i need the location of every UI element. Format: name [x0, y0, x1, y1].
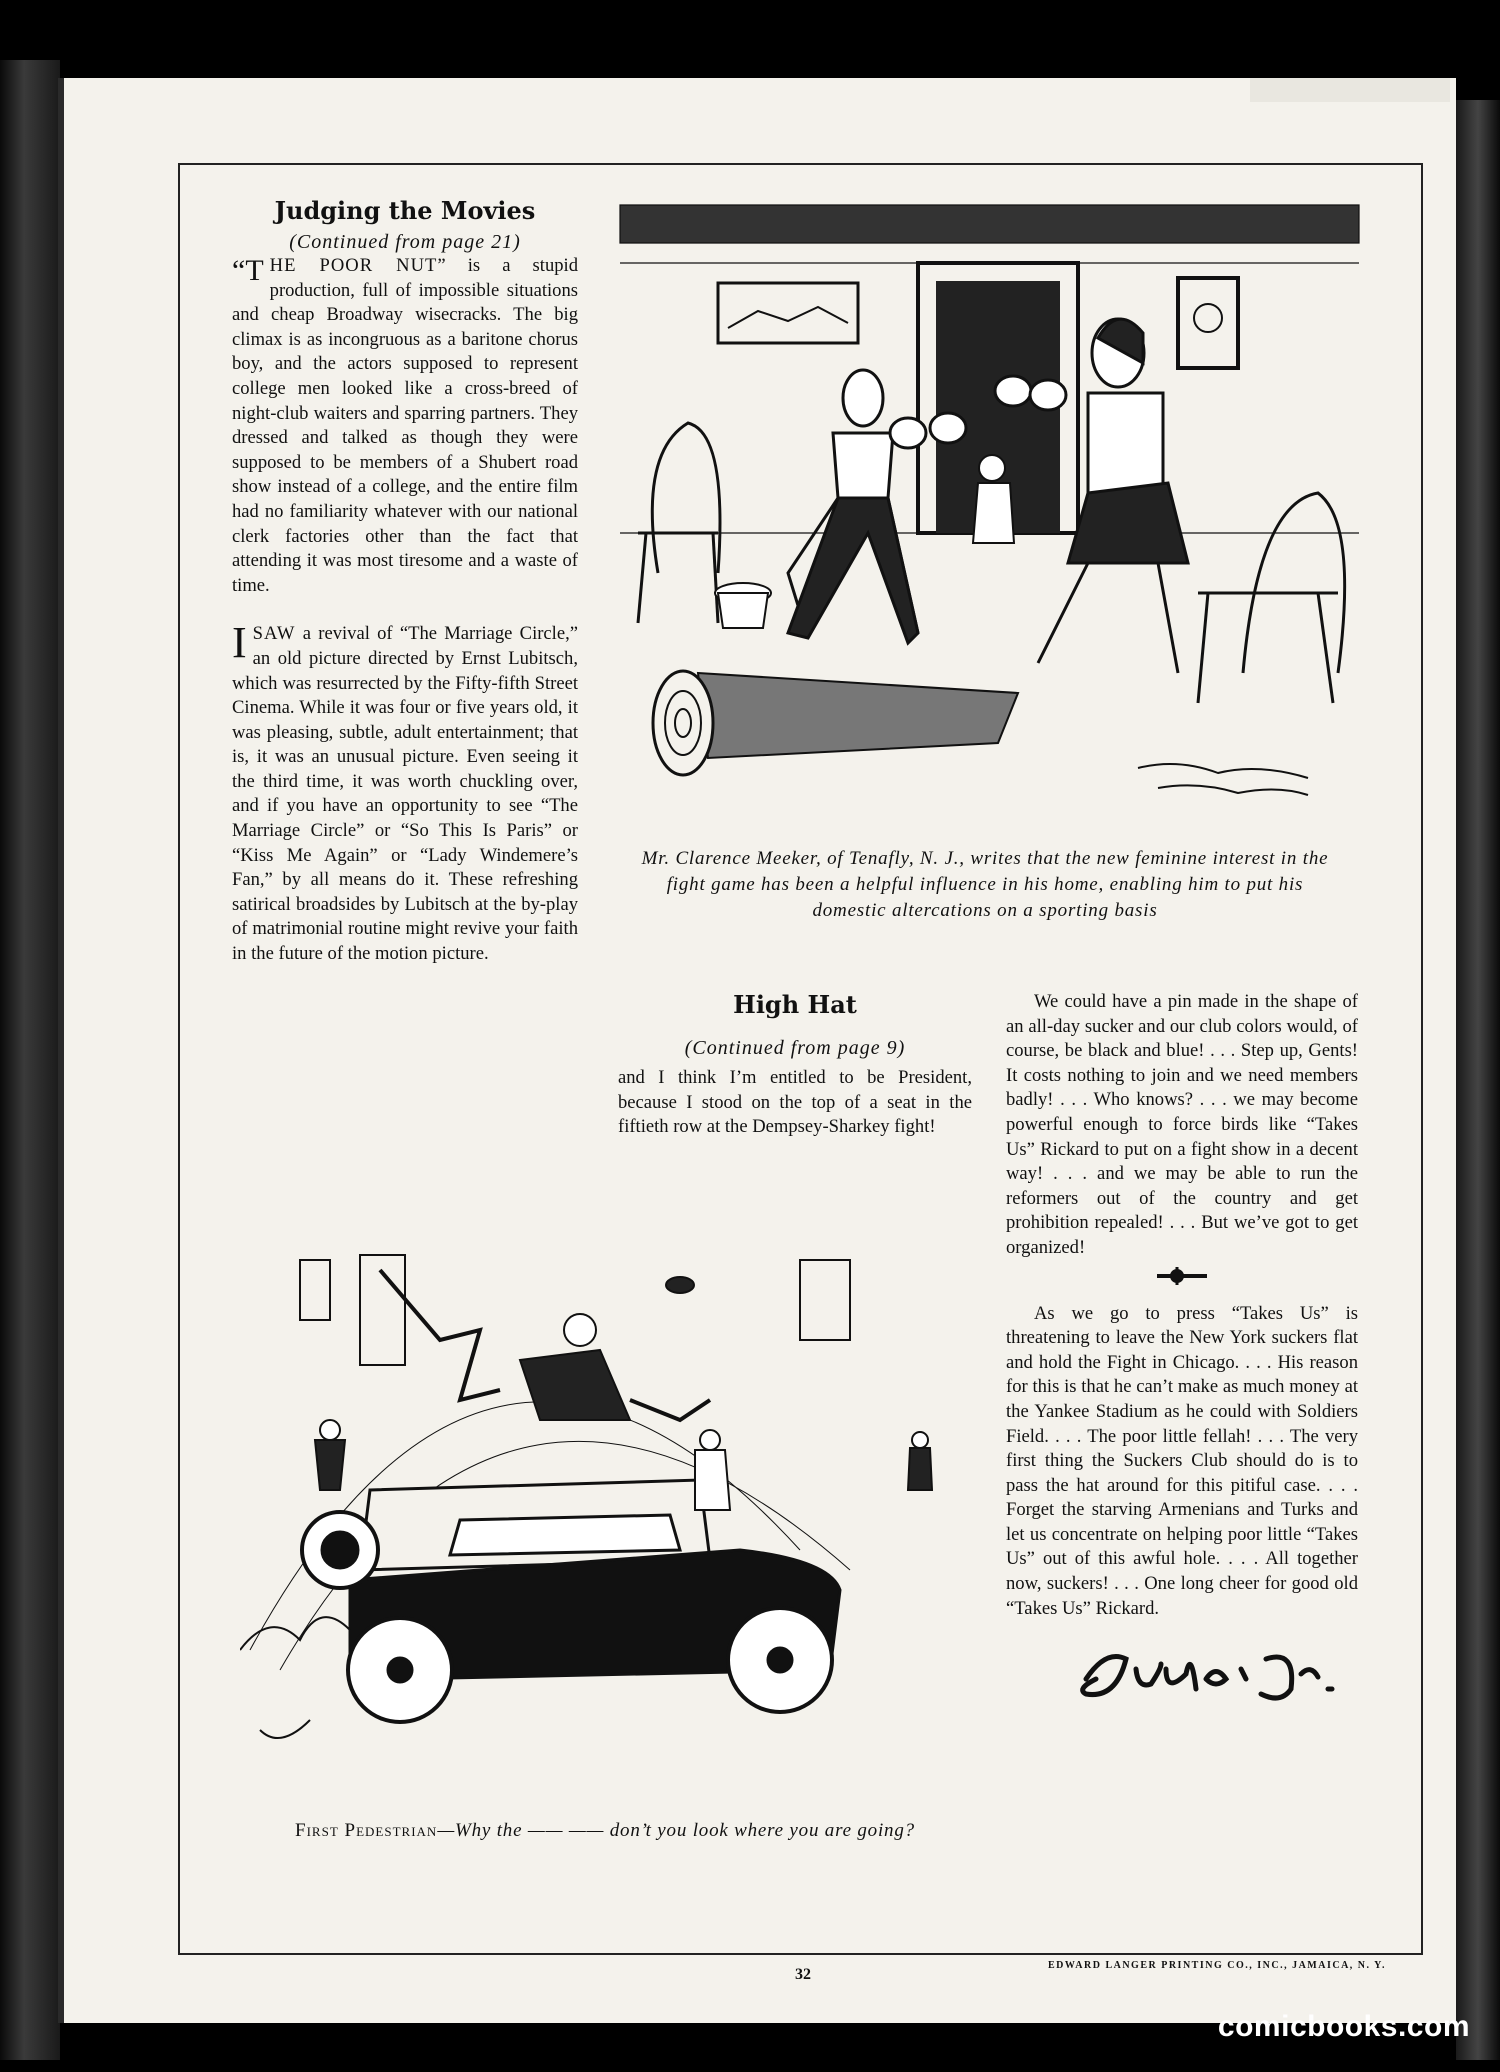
highhat-paragraph-3: As we go to press “Takes Us” is threatening to leave the New York suckers flat and hold the Fight in Chicago. . . . His reason for this is that he can’t make as much money at the Yankee Stadium as he could with Soldiers Field. . . . The poor little fellah! . . . The very first thing the Suckers Club should do is to pass the hat around for this pitiful case. . . . Forget the starving Armenians and Turks and let us concentrate on helping poor little “Takes Us” out of this awful hole. . . . All together now, suckers! . . . One long cheer for good old “Takes Us” Rickard.: [1006, 1302, 1358, 1619]
highhat-paragraph-1: and I think I’m entitled to be President, because I stood on the top of a seat in the fiftieth row at the Dempsey-Sharkey fight!: [618, 1067, 972, 1138]
key-ornament: [1006, 1265, 1358, 1292]
book-edge-shadow: [1456, 100, 1500, 2060]
page-top-edge: [1250, 78, 1450, 102]
boxing-caption: Mr. Clarence Meeker, of Tenafly, N. J., writes that the new feminine interest in the fight game has been a helpful influence in his home, enabling him to put his domestic altercations on a sporting basis: [641, 848, 1329, 921]
judge-jr-signature: [1066, 1639, 1346, 1709]
printer-credit: EDWARD LANGER PRINTING CO., INC., JAMAICA, N. Y.: [1048, 1960, 1386, 1971]
key-ornament-icon: [1147, 1265, 1217, 1287]
watermark: comicbooks.com: [1217, 2010, 1470, 2043]
page-number: 32: [795, 1966, 811, 1983]
book-spine-shadow: [0, 60, 60, 2060]
movies-continued: (Continued from page 21): [289, 231, 521, 253]
movies-title: Judging the Movies: [274, 196, 536, 225]
highhat-paragraph-2: We could have a pin made in the shape of an all-day sucker and our club colors would, of course, be black and blue! . . . Step up, Gents! It costs nothing to join and we need members badly! . . . Who knows? . . . we may become powerful enough to force birds like “Takes Us” Rickard to put on a fight show in a decent way! . . . and we may be able to run the reformers out of the country and get prohibition repealed! . . . But we’ve got to get organized!: [1006, 991, 1358, 1258]
car-caption: First Pedestrian—Why the —— —— don’t you look where you are going?: [295, 1820, 915, 1841]
boxing-cartoon: [618, 203, 1363, 835]
car-illustration: [240, 1250, 990, 1770]
boxing-illustration: [618, 203, 1363, 835]
movies-article: [232, 196, 578, 967]
movies-paragraph-1: “THE POOR NUT” is a stupid production, full of impossible situations and cheap Broadway wisecracks. The big climax is as incongruous as a baritone chorus boy, and the actors supposed to represent college men looked like a cross-breed of night-club waiters and sparring partners. They dressed and talked as though they were supposed to be members of a Shubert road show instead of a college, and the entire film had no familiarity whatever with our national clerk factories other than the fact that attending it was most tiresome and a waste of time.: [232, 254, 579, 596]
highhat-continued: (Continued from page 9): [684, 1037, 906, 1059]
dropcap-t: “T: [232, 254, 264, 287]
car-cartoon: [240, 1250, 990, 1770]
dropcap-i: I: [232, 618, 247, 668]
highhat-title: High Hat: [733, 990, 857, 1019]
highhat-article: [618, 990, 972, 1140]
movies-paragraph-2: ISAW a revival of “The Marriage Circle,” an old picture directed by Ernst Lubitsch, which was resurrected by the Fifty-fifth Street Cinema. While it was four or five years old, it was pleasing, subtle, adult entertainment; that is, it was an unusual picture. Even seeing it the third time, it was worth chuckling over, and if you have an opportunity to see “The Marriage Circle” or “So This Is Paris” or “Kiss Me Again” or “Lady Windemere’s Fan,” by all means do it. These refreshing satirical broadsides by Lubitsch at the by-play of matrimonial routine might revive your faith in the future of the motion picture.: [232, 618, 578, 965]
signature: [1066, 1639, 1358, 1714]
highhat-right-column: [1006, 990, 1358, 1714]
